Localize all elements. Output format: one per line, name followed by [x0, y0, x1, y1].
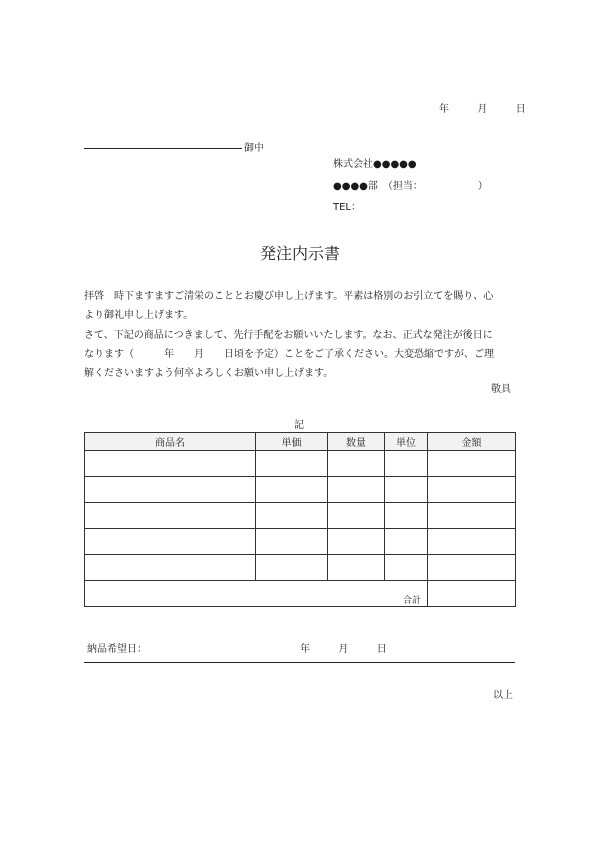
delivery-day: 日	[376, 644, 387, 655]
ki-label: 記	[294, 420, 304, 431]
sender-tel: TEL：	[333, 202, 361, 213]
recipient-name-line	[84, 148, 242, 149]
delivery-year: 年	[300, 644, 310, 655]
total-row	[85, 581, 516, 607]
table-cell[interactable]	[385, 529, 428, 555]
table-cell[interactable]	[385, 451, 428, 477]
issue-date-month: 月	[477, 104, 488, 115]
table-cell[interactable]	[256, 503, 328, 529]
table-header-row	[85, 433, 516, 451]
table-cell[interactable]	[85, 503, 256, 529]
table-cell[interactable]	[385, 477, 428, 503]
table-cell[interactable]	[256, 555, 328, 581]
order-items-table	[84, 432, 516, 607]
body-line: 拝啓 時下ますますご清栄のこととお慶び申し上げます。平素は格別のお引立てを賜り、心	[84, 291, 494, 302]
sender-company: 株式会社●●●●●	[333, 159, 417, 170]
letter-body	[84, 287, 516, 383]
body-line: より御礼申し上げます。	[84, 310, 194, 322]
table-cell[interactable]	[85, 477, 256, 503]
table-row	[85, 503, 516, 529]
table-cell[interactable]	[328, 503, 385, 529]
end-mark: 以上	[493, 690, 513, 701]
total-label: 合計	[85, 581, 428, 607]
table-cell[interactable]	[385, 555, 428, 581]
document-title: 発注内示書	[259, 244, 340, 263]
col-header-unit-price: 単価	[256, 433, 328, 451]
table-cell[interactable]	[328, 451, 385, 477]
col-header-quantity: 数量	[328, 433, 385, 451]
delivery-month: 月	[338, 644, 349, 655]
col-header-unit: 単位	[385, 433, 428, 451]
body-line: さて、下記の商品につきまして、先行手配をお願いいたします。なお、正式な発注が後日に	[84, 329, 493, 341]
total-value-cell[interactable]	[428, 581, 516, 607]
recipient-suffix: 御中	[244, 143, 264, 154]
body-line: 解くださいますよう何卒よろしくお願い申し上げます。	[84, 368, 334, 380]
table-cell[interactable]	[328, 477, 385, 503]
sender-department: ●●●●部 （担当： ）	[333, 181, 488, 192]
table-cell[interactable]	[328, 555, 385, 581]
table-row	[85, 451, 516, 477]
delivery-date-label: 納品希望日：	[87, 644, 147, 655]
table-cell[interactable]	[85, 529, 256, 555]
delivery-date	[300, 640, 387, 655]
issue-date-day: 日	[515, 104, 526, 115]
table-cell[interactable]	[256, 451, 328, 477]
closing-keigu: 敬具	[491, 384, 511, 395]
table-cell[interactable]	[385, 503, 428, 529]
table-cell[interactable]	[428, 477, 516, 503]
body-line: なります（ 年 月 日頃を予定）ことをご了承ください。大変恐縮ですが、ご理	[84, 348, 494, 360]
table-cell[interactable]	[256, 477, 328, 503]
table-row	[85, 477, 516, 503]
table-cell[interactable]	[428, 503, 516, 529]
delivery-underline	[84, 662, 515, 663]
table-cell[interactable]	[428, 451, 516, 477]
table-row	[85, 529, 516, 555]
col-header-amount: 金額	[428, 433, 516, 451]
table-cell[interactable]	[428, 555, 516, 581]
table-cell[interactable]	[328, 529, 385, 555]
issue-date	[439, 100, 526, 115]
table-cell[interactable]	[85, 451, 256, 477]
table-cell[interactable]	[256, 529, 328, 555]
table-cell[interactable]	[428, 529, 516, 555]
table-row	[85, 555, 516, 581]
table-cell[interactable]	[85, 555, 256, 581]
col-header-product: 商品名	[85, 433, 256, 451]
issue-date-year: 年	[439, 104, 449, 115]
